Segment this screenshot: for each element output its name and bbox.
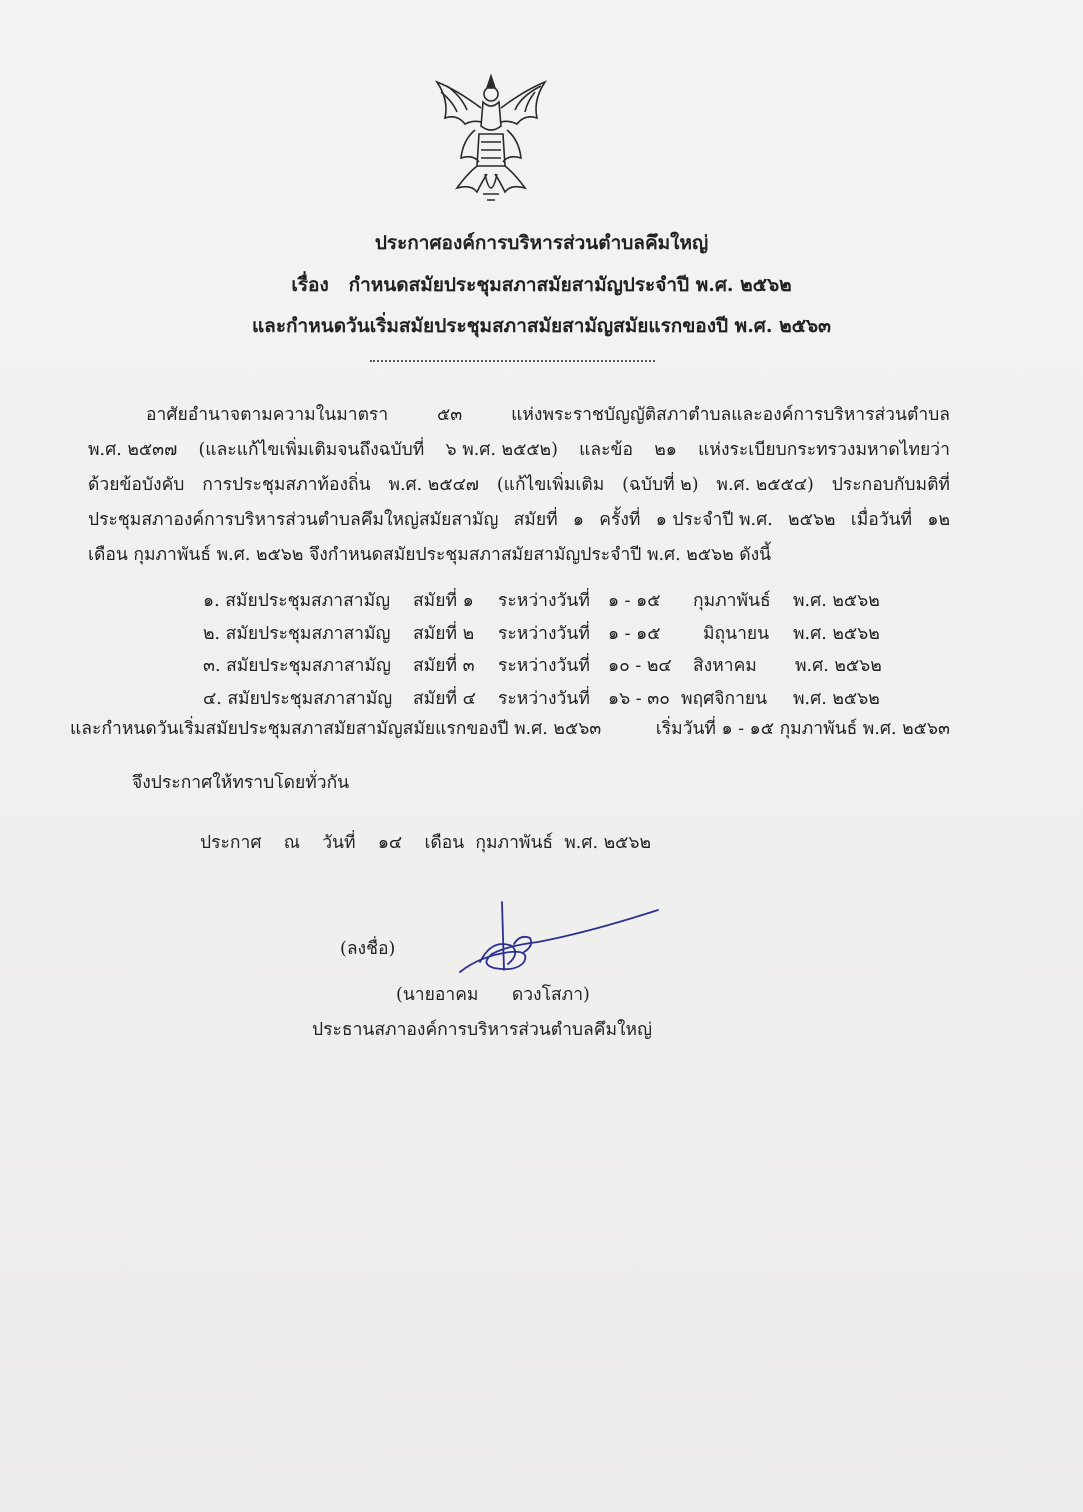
signed-label: (ลงชื่อ): [340, 939, 396, 959]
body-paragraph: [88, 398, 950, 573]
session-range-label: ระหว่างวันที่: [498, 591, 590, 611]
announce-month: กุมภาพันธ์: [475, 833, 554, 853]
body-line: [88, 433, 950, 468]
body-text: สมัยที่: [513, 510, 558, 530]
body-text: พ.ศ. ๒๕๕๔): [716, 475, 814, 495]
session-range-label: ระหว่างวันที่: [498, 624, 590, 644]
body-line: [88, 398, 950, 433]
body-text: ประชุมสภาองค์การบริหารส่วนตำบลคึมใหญ่สมัยสามัญ: [88, 510, 499, 530]
session-days: ๑ - ๑๕: [608, 624, 661, 644]
announce-at: ณ: [283, 833, 300, 853]
announce-day: ๑๔: [377, 833, 403, 853]
session-year: พ.ศ. ๒๕๖๒: [793, 624, 880, 644]
body-text: เมื่อวันที่: [850, 510, 913, 530]
start-dates: เริ่มวันที่ ๑ - ๑๕ กุมภาพันธ์ พ.ศ. ๒๕๖๓: [655, 719, 950, 739]
body-text: การประชุมสภาท้องถิ่น: [202, 475, 371, 495]
body-text: พ.ศ. ๒๕๔๗: [388, 475, 479, 495]
subject-text: กำหนดสมัยประชุมสภาสมัยสามัญประจำปี พ.ศ. ๒๕๖๒: [348, 274, 792, 296]
session-label: สมัยที่ ๒: [413, 624, 475, 644]
session-range-label: ระหว่างวันที่: [498, 656, 590, 676]
body-text: ๕๓: [437, 405, 463, 425]
session-year: พ.ศ. ๒๕๖๒: [793, 689, 880, 709]
body-text: (ฉบับที่ ๒): [622, 475, 699, 495]
start-text: และกำหนดวันเริ่มสมัยประชุมสภาสมัยสามัญสมัยแรกของปี พ.ศ. ๒๕๖๓: [70, 719, 602, 739]
session-number: ๔. สมัยประชุมสภาสามัญ: [203, 689, 393, 709]
body-text: ด้วยข้อบังคับ: [88, 475, 185, 495]
session-month: กุมภาพันธ์: [693, 591, 771, 611]
session-month: พฤศจิกายน: [681, 689, 768, 709]
announce-month-label: เดือน: [424, 833, 465, 853]
session-days: ๑ - ๑๕: [608, 591, 661, 611]
body-line: [88, 538, 950, 573]
body-text: ๑๒: [927, 510, 950, 530]
body-text: เดือน กุมภาพันธ์ พ.ศ. ๒๕๖๒ จึงกำหนดสมัยประชุมสภาสมัยสามัญประจำปี พ.ศ. ๒๕๖๒ ดังนี้: [88, 545, 772, 565]
subject-line-2: และกำหนดวันเริ่มสมัยประชุมสภาสมัยสามัญสมัยแรกของปี พ.ศ. ๒๕๖๓: [251, 315, 832, 337]
session-year: พ.ศ. ๒๕๖๒: [793, 591, 880, 611]
body-text: ๑ ประจำปี พ.ศ.: [655, 510, 773, 530]
body-text: แห่งระเบียบกระทรวงมหาดไทยว่า: [698, 440, 950, 460]
session-label: สมัยที่ ๓: [413, 656, 475, 676]
session-range-label: ระหว่างวันที่: [498, 689, 590, 709]
announce-date: [200, 828, 651, 856]
signer-name: [396, 980, 590, 1008]
first-session-start: [70, 714, 950, 742]
body-text: แห่งพระราชบัญญัติสภาตำบลและองค์การบริหารส่วนตำบล: [511, 405, 950, 425]
announce-date-label: วันที่: [322, 833, 356, 853]
subject-label: เรื่อง: [291, 274, 329, 296]
body-text: ๑: [572, 510, 584, 530]
dotted-divider: [370, 360, 655, 362]
body-text: ๒๕๖๒: [788, 510, 836, 530]
session-number: ๓. สมัยประชุมสภาสามัญ: [203, 656, 391, 676]
body-line: [88, 503, 950, 538]
session-number: ๒. สมัยประชุมสภาสามัญ: [203, 624, 391, 644]
session-month: สิงหาคม: [693, 656, 757, 676]
session-days: ๑๖ - ๓๐: [608, 689, 670, 709]
session-label: สมัยที่ ๑: [413, 591, 474, 611]
closing-statement: จึงประกาศให้ทราบโดยทั่วกัน: [132, 773, 350, 793]
session-year: พ.ศ. ๒๕๖๒: [795, 656, 882, 676]
session-label: สมัยที่ ๔: [413, 689, 476, 709]
announce-year: พ.ศ. ๒๕๖๒: [564, 833, 652, 853]
body-text: (แก้ไขเพิ่มเติม: [496, 475, 605, 495]
session-days: ๑๐ - ๒๔: [608, 656, 672, 676]
body-text: อาศัยอำนาจตามความในมาตรา: [146, 405, 389, 425]
body-text: และข้อ: [579, 440, 634, 460]
session-number: ๑. สมัยประชุมสภาสามัญ: [203, 591, 391, 611]
signer-name-first: (นายอาคม: [396, 985, 479, 1005]
body-text: (และแก้ไขเพิ่มเติมจนถึงฉบับที่: [198, 440, 425, 460]
body-line: [88, 468, 950, 503]
body-text: พ.ศ. ๒๕๓๗: [88, 440, 178, 460]
subject-line: [0, 270, 1083, 300]
garuda-emblem-icon: [427, 70, 555, 210]
body-text: ๒๑: [654, 440, 677, 460]
signer-name-last: ดวงโสภา): [511, 985, 590, 1005]
body-text: ๖ พ.ศ. ๒๕๕๒): [445, 440, 558, 460]
body-text: ประกอบกับมติที่: [831, 475, 950, 495]
signer-position: ประธานสภาองค์การบริหารส่วนตำบลคึมใหญ่: [312, 1020, 653, 1040]
document-title: ประกาศองค์การบริหารส่วนตำบลคึมใหญ่: [374, 232, 709, 254]
announce-label: ประกาศ: [200, 833, 262, 853]
session-month: มิถุนายน: [703, 624, 770, 644]
body-text: ครั้งที่: [599, 510, 641, 530]
